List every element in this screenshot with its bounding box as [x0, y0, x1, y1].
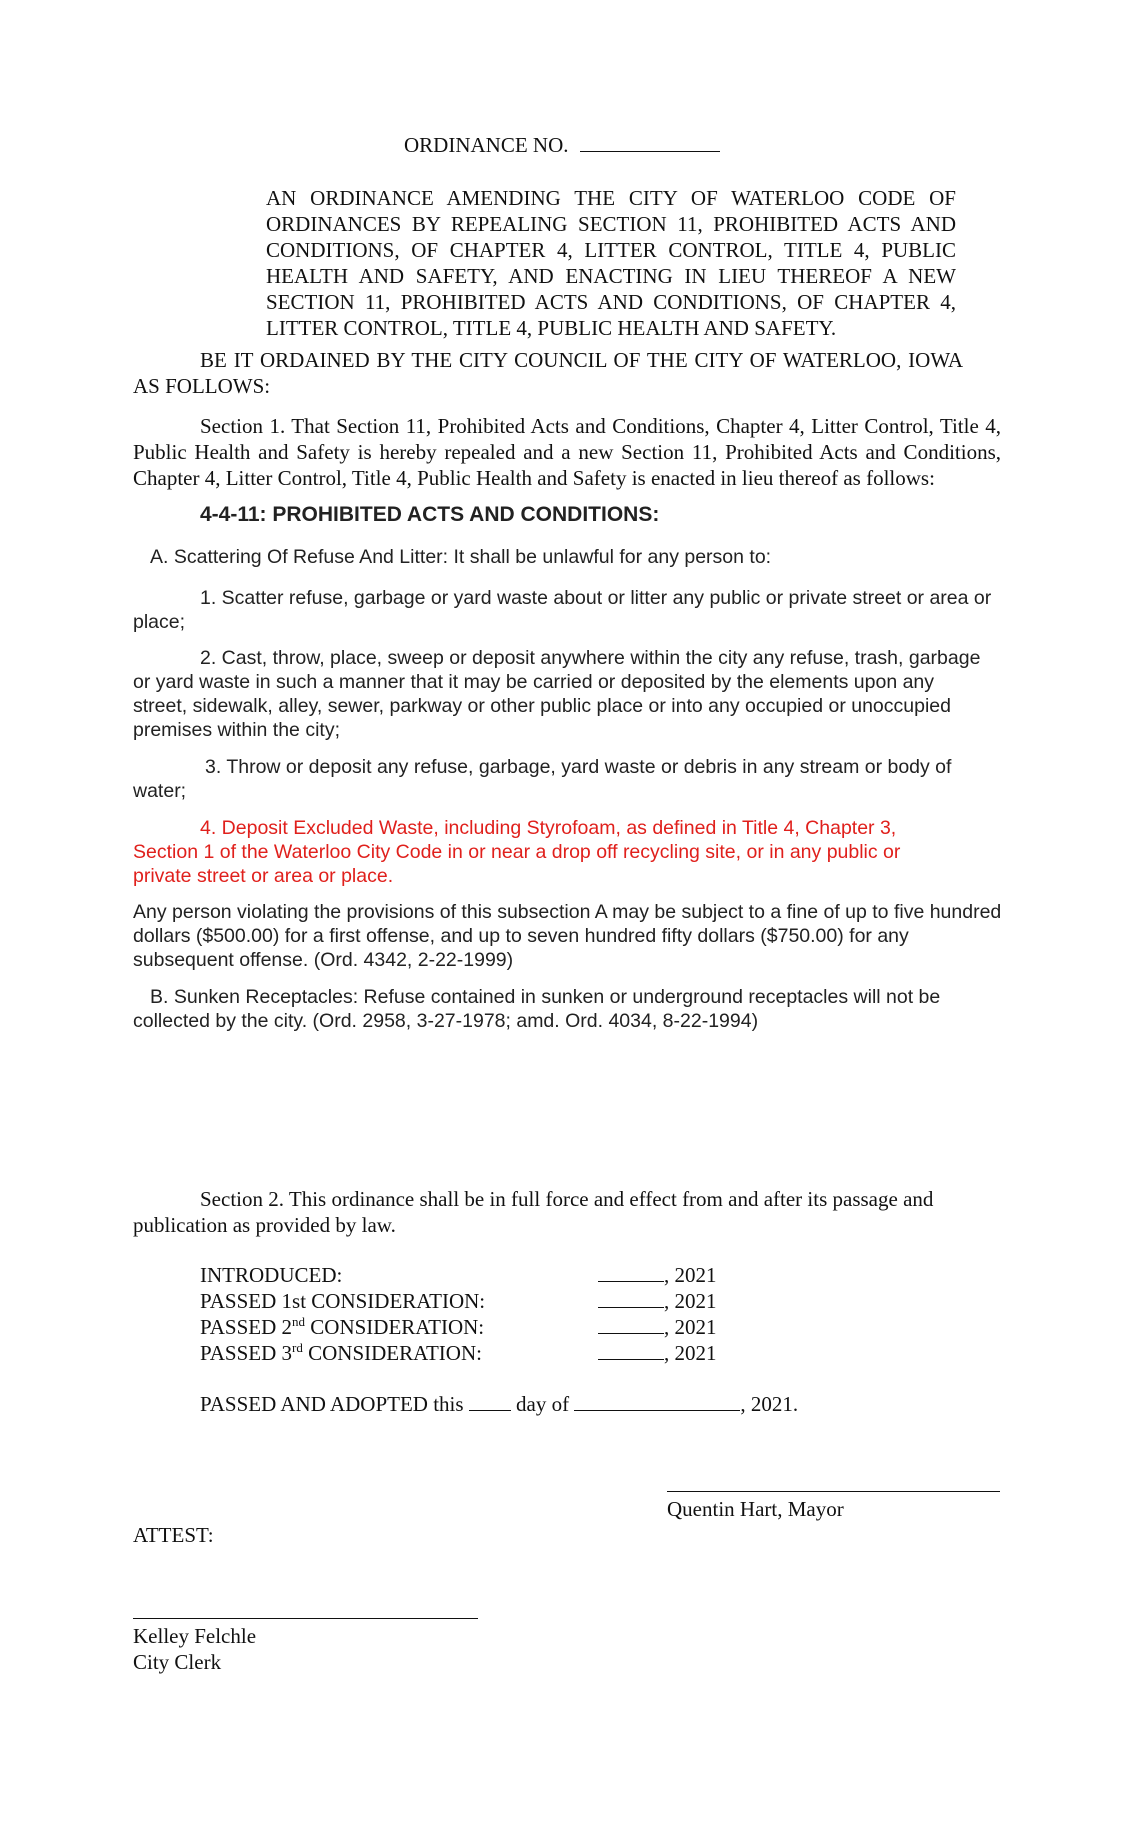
schedule-date	[598, 1262, 717, 1288]
code-heading: 4-4-11: PROHIBITED ACTS AND CONDITIONS:	[200, 503, 660, 526]
schedule-label: INTRODUCED:	[200, 1263, 343, 1287]
schedule-date	[598, 1314, 717, 1340]
attest-label: ATTEST:	[133, 1523, 214, 1547]
mayor-signature-line	[667, 1491, 1000, 1492]
month-blank	[574, 1392, 740, 1411]
schedule-label: PASSED 1st CONSIDERATION:	[200, 1289, 486, 1313]
year-suffix: , 2021	[664, 1263, 717, 1287]
date-blank	[598, 1315, 664, 1334]
ordain-clause: BE IT ORDAINED BY THE CITY COUNCIL OF THE CITY OF WATERLOO, IOWA AS FOLLOWS:	[133, 348, 963, 398]
year-suffix: , 2021	[664, 1289, 717, 1313]
subsection-a: A. Scattering Of Refuse And Litter: It shall be unlawful for any person to:	[150, 546, 772, 568]
clerk-name: Kelley Felchle	[133, 1624, 257, 1648]
penalty-paragraph: Any person violating the provisions of this subsection A may be subject to a fine of up to five hundred dollars ($500.00) for a first offense, and up to seven hundred fifty dollars ($750.00) for any subsequent offense. (Ord. 4342, 2-22-1999)	[133, 901, 1002, 971]
passed-adopted-line	[200, 1391, 798, 1417]
adopted-text-1: PASSED AND ADOPTED this	[200, 1392, 464, 1416]
ordinance-preamble	[266, 185, 956, 341]
preamble-line: AN ORDINANCE AMENDING THE CITY OF WATERLOO CODE OF	[266, 186, 956, 210]
schedule-date	[598, 1340, 717, 1366]
preamble-line: SECTION 11, PROHIBITED ACTS AND CONDITIONS, OF CHAPTER 4,	[266, 290, 956, 314]
ordinance-number-blank	[580, 133, 720, 152]
preamble-line: LITTER CONTROL, TITLE 4, PUBLIC HEALTH AND SAFETY.	[266, 316, 837, 340]
section-1: Section 1. That Section 11, Prohibited Acts and Conditions, Chapter 4, Litter Control, Title 4, Public Health and Safety is hereby repealed and a new Section 11, Prohibited Acts and Conditions, Chapter 4, Litter Control, Title 4, Public Health and Safety is enacted in lieu thereof as follows:	[133, 414, 1001, 490]
item-1: 1. Scatter refuse, garbage or yard waste about or litter any public or private street or area or place;	[133, 587, 992, 633]
preamble-line: ORDINANCES BY REPEALING SECTION 11, PROHIBITED ACTS AND	[266, 212, 956, 236]
ordinal-suffix: nd	[292, 1314, 306, 1329]
date-blank	[598, 1289, 664, 1308]
ordinance-title	[404, 132, 720, 158]
year-suffix: , 2021	[664, 1315, 717, 1339]
year-suffix: , 2021	[664, 1341, 717, 1365]
schedule-label-pre: PASSED 2	[200, 1315, 293, 1339]
schedule-label	[200, 1314, 484, 1340]
section-2: Section 2. This ordinance shall be in full force and effect from and after its passage and publication as provided by law.	[133, 1187, 934, 1237]
clerk-title: City Clerk	[133, 1650, 222, 1674]
adopted-text-3: , 2021.	[740, 1392, 799, 1416]
subsection-b: B. Sunken Receptacles: Refuse contained in sunken or underground receptacles will not be collected by the city. (Ord. 2958, 3-27-1978; amd. Ord. 4034, 8-22-1994)	[133, 986, 941, 1032]
date-blank	[598, 1341, 664, 1360]
date-blank	[598, 1263, 664, 1282]
preamble-line: CONDITIONS, OF CHAPTER 4, LITTER CONTROL, TITLE 4, PUBLIC	[266, 238, 956, 262]
schedule-label-post: CONSIDERATION:	[302, 1341, 482, 1365]
schedule-date	[598, 1288, 717, 1314]
item-4-amendment: 4. Deposit Excluded Waste, including Styrofoam, as defined in Title 4, Chapter 3, Section 1 of the Waterloo City Code in or near a drop off recycling site, or in any public or private street or area or place.	[133, 817, 901, 887]
schedule-label-pre: PASSED 3	[200, 1341, 293, 1365]
schedule-label-post: CONSIDERATION:	[305, 1315, 485, 1339]
adopted-text-2: day of	[516, 1392, 570, 1416]
preamble-line: HEALTH AND SAFETY, AND ENACTING IN LIEU THEREOF A NEW	[266, 264, 956, 288]
day-blank	[469, 1392, 511, 1411]
ordinal-suffix: rd	[292, 1340, 303, 1355]
item-3: 3. Throw or deposit any refuse, garbage, yard waste or debris in any stream or body of water;	[133, 756, 952, 802]
item-2: 2. Cast, throw, place, sweep or deposit anywhere within the city any refuse, trash, garbage or yard waste in such a manner that it may be carried or deposited by the elements upon any street, sidewalk, alley, sewer, parkway or other public place or into any occupied or unoccupied premises within the city;	[133, 647, 981, 741]
ordinance-title-label: ORDINANCE NO.	[404, 133, 569, 157]
clerk-signature-line	[133, 1618, 478, 1619]
schedule-label	[200, 1340, 482, 1366]
mayor-name: Quentin Hart, Mayor	[667, 1497, 844, 1521]
